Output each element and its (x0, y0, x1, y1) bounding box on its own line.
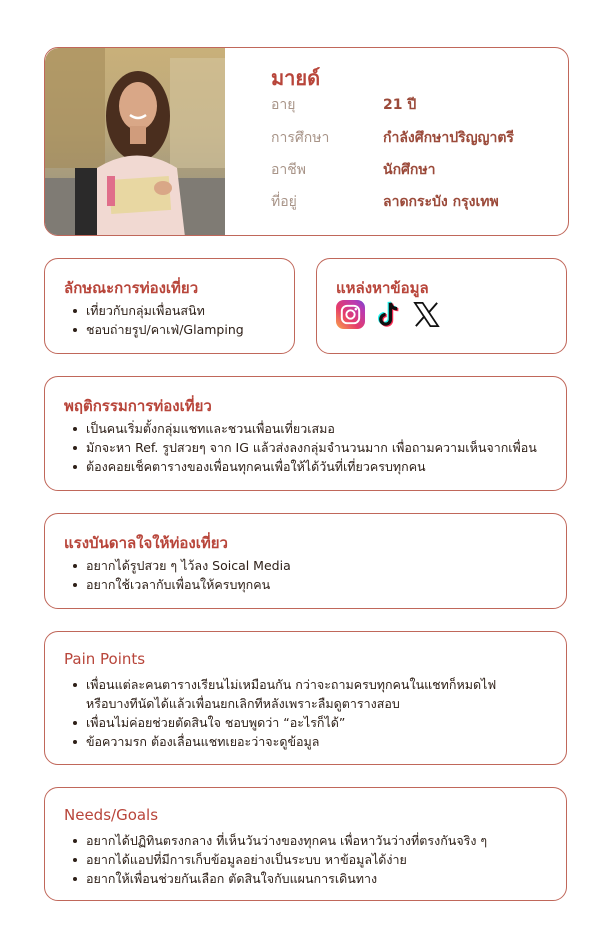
behavior-title: พฤติกรรมการท่องเที่ยว (64, 397, 212, 415)
pain-points-card (44, 631, 567, 765)
travel-style-list (73, 301, 244, 339)
travel-style-card (44, 258, 295, 354)
motivation-title: แรงบันดาลใจให้ท่องเที่ยว (64, 534, 228, 552)
motivation-list (73, 556, 291, 594)
list-item: อยากใช้เวลากับเพื่อนให้ครบทุกคน (73, 575, 291, 594)
list-item: เพื่อนไม่ค่อยช่วยตัดสินใจ ชอบพูดว่า “อะไรก็ได้” (73, 713, 496, 732)
list-item: ต้องคอยเช็คตารางของเพื่อนทุกคนเพื่อให้ได้วันที่เที่ยวครบทุกคน (73, 457, 537, 476)
x-icon (412, 300, 441, 329)
list-item: อยากให้เพื่อนช่วยกันเลือก ตัดสินใจกับแผนการเดินทาง (73, 869, 487, 888)
list-item: อยากได้แอปที่มีการเก็บข้อมูลอย่างเป็นระบบ หาข้อมูลได้ง่าย (73, 850, 487, 869)
address-label: ที่อยู่ (271, 194, 297, 210)
list-item: ข้อความรก ต้องเลื่อนแชทเยอะว่าจะดูข้อมูล (73, 732, 496, 751)
sources-title: แหล่งหาข้อมูล (336, 279, 429, 297)
list-item: เป็นคนเริ่มตั้งกลุ่มแชทและชวนเพื่อนเที่ยวเสมอ (73, 419, 537, 438)
address-value: ลาดกระบัง กรุงเทพ (383, 194, 499, 210)
pain-points-title: Pain Points (64, 650, 146, 668)
instagram-icon (336, 300, 365, 329)
needs-goals-list (73, 831, 487, 888)
needs-goals-card (44, 787, 567, 901)
list-item: มักจะหา Ref. รูปสวยๆ จาก IG แล้วส่งลงกลุ่มจำนวนมาก เพื่อถามความเห็นจากเพื่อน (73, 438, 537, 457)
list-item: ชอบถ่ายรูป/คาเฟ่/Glamping (73, 320, 244, 339)
education-value: กำลังศึกษาปริญญาตรี (383, 130, 514, 146)
motivation-card (44, 513, 567, 609)
profile-photo-image (45, 48, 225, 236)
social-icons (336, 300, 441, 329)
profile-card (44, 47, 569, 236)
list-item: อยากได้ปฏิทินตรงกลาง ที่เห็นวันว่างของทุกคน เพื่อหาวันว่างที่ตรงกันจริง ๆ (73, 831, 487, 850)
list-item: อยากได้รูปสวย ๆ ไว้ลง Soical Media (73, 556, 291, 575)
list-item: เที่ยวกับกลุ่มเพื่อนสนิท (73, 301, 244, 320)
behavior-card (44, 376, 567, 491)
list-item: เพื่อนแต่ละคนตารางเรียนไม่เหมือนกัน กว่าจะถามครบทุกคนในแชทก็หมดไฟ (73, 675, 496, 694)
age-value: 21 ปี (383, 97, 417, 113)
education-label: การศึกษา (271, 130, 330, 146)
age-label: อายุ (271, 97, 296, 113)
sources-card (316, 258, 567, 354)
pain-points-list (73, 675, 496, 751)
travel-style-title: ลักษณะการท่องเที่ยว (64, 279, 199, 297)
occupation-label: อาชีพ (271, 162, 306, 178)
occupation-value: นักศึกษา (383, 162, 436, 178)
behavior-list (73, 419, 537, 476)
profile-photo (45, 48, 225, 236)
profile-name: มายด์ (271, 66, 321, 90)
needs-goals-title: Needs/Goals (64, 806, 159, 824)
tiktok-icon (374, 300, 403, 329)
list-item-continuation: หรือบางทีนัดได้แล้วเพื่อนยกเลิกทีหลังเพราะลืมดูตารางสอบ (86, 696, 400, 711)
